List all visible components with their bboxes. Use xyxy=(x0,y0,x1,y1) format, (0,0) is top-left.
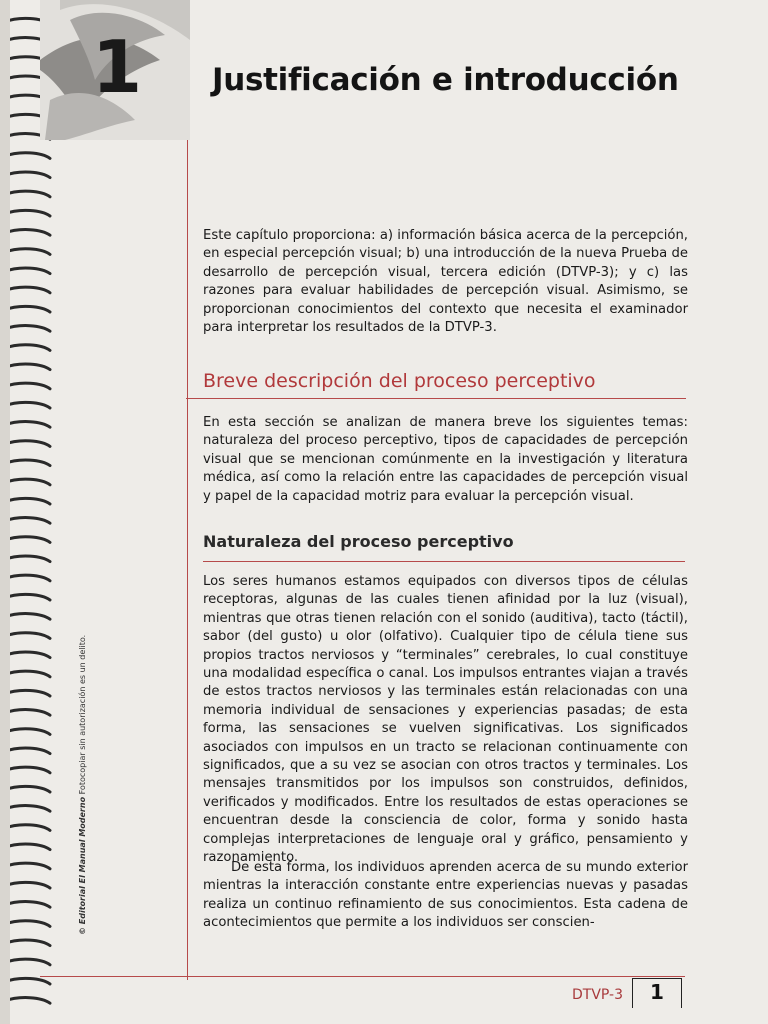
copyright-notice xyxy=(78,615,87,935)
spiral-coil xyxy=(4,633,50,639)
chapter-number: 1 xyxy=(92,25,143,109)
spiral-coil xyxy=(4,729,50,735)
footer-rule xyxy=(40,976,685,977)
subsection-heading: Naturaleza del proceso perceptivo xyxy=(203,532,514,551)
spiral-coil xyxy=(4,652,50,658)
copyright-text: Fotocopiar sin autorización es un delito. xyxy=(78,634,87,797)
spiral-coil xyxy=(4,191,50,197)
spiral-coil xyxy=(4,230,50,236)
footer-label: DTVP-3 xyxy=(572,987,624,1003)
spiral-coil xyxy=(4,710,50,716)
chapter-title: Justificación e introducción xyxy=(212,62,679,98)
spiral-coil xyxy=(4,364,50,370)
spiral-coil xyxy=(4,268,50,274)
spiral-coil xyxy=(4,959,50,965)
spiral-coil xyxy=(4,172,50,178)
spiral-coil xyxy=(4,614,50,620)
intro-paragraph: Este capítulo proporciona: a) información básica acerca de la percepción, en especial percepción visual; b) una introducción de la nueva Prueba de desarrollo de percepción visual, tercera edición (DTVP-3); y c) las razones para evaluar habilidades de percepción visual. Asimismo, se proporcionan conocimientos del contexto que necesita el examinador para interpretar los resultados de la DTVP-3. xyxy=(203,228,688,336)
section-rule xyxy=(186,398,686,399)
spiral-coil xyxy=(4,498,50,504)
spiral-coil xyxy=(4,594,50,600)
spiral-coil xyxy=(4,537,50,543)
spiral-coil xyxy=(4,978,50,984)
spiral-coil xyxy=(4,767,50,773)
spiral-coil xyxy=(4,326,50,332)
spiral-coil xyxy=(4,902,50,908)
spiral-coil xyxy=(4,441,50,447)
spiral-coil xyxy=(4,575,50,581)
spiral-coil xyxy=(4,690,50,696)
section-heading: Breve descripción del proceso perceptivo xyxy=(203,370,596,392)
spiral-coil xyxy=(4,345,50,351)
spiral-coil xyxy=(4,998,50,1004)
spiral-coil xyxy=(4,748,50,754)
spiral-coil xyxy=(4,422,50,428)
spiral-coil xyxy=(4,825,50,831)
spiral-coil xyxy=(4,844,50,850)
spiral-coil xyxy=(4,249,50,255)
subsection-paragraph: Los seres humanos estamos equipados con diversos tipos de células receptoras, algunas de las cuales tienen afinidad por la luz (visual), mientras que otras tienen relación con el sonido (auditiva), tacto (táctil), sabor (del gusto) u olor (olfativo). Cualquier tipo de célula tiene sus propios tractos nerviosos y “terminales” cerebrales, lo cual constituye una modalidad específica o canal. Los impulsos entrantes viajan a través de estos tractos nerviosos y las terminales están relacionadas con una memoria individual de sensaciones y experiencias pasadas; de esta forma, las sensaciones se vuelven significativas. Los significados asociados con impulsos en un tracto se relacionan continuamente con significados, que a su vez se asocian con otros tractos y terminales. Los mensajes transmitidos por los impulsos son construidos, definidos, verificados y modificados. Entre los resultados de estas operaciones se encuentran desde la consciencia de color, forma y sonido hasta complejas interpretaciones de lenguaje oral y gráfico, pensamiento y razonamiento. xyxy=(203,574,688,866)
spiral-coil xyxy=(4,921,50,927)
spiral-coil xyxy=(4,863,50,869)
spiral-binding-icon xyxy=(0,0,60,1024)
spiral-coil xyxy=(4,287,50,293)
spiral-coil xyxy=(4,556,50,562)
spiral-coil xyxy=(4,383,50,389)
spiral-coil xyxy=(4,940,50,946)
spiral-coil xyxy=(4,402,50,408)
margin-rule xyxy=(187,140,188,980)
spiral-coil xyxy=(4,210,50,216)
page-number: 1 xyxy=(650,980,664,1004)
spiral-coil xyxy=(4,882,50,888)
section-paragraph: En esta sección se analizan de manera breve los siguientes temas: naturaleza del proceso perceptivo, tipos de capacidades de percepción visual que se mencionan comúnmente en la investigación y literatura médica, así como la relación entre las capacidades de percepción visual y papel de la capacidad motriz para evaluar la percepción visual. xyxy=(203,415,688,504)
spiral-coil xyxy=(4,786,50,792)
spiral-coil xyxy=(4,460,50,466)
spiral-coil xyxy=(4,153,50,159)
subsection-paragraph-2: De esta forma, los individuos aprenden acerca de su mundo exterior mientras la interacción constante entre experiencias nuevas y pasadas realiza un continuo refinamiento de sus conocimientos. Esta cadena de acontecimientos que permite a los individuos ser conscien- xyxy=(203,860,688,931)
spiral-coil xyxy=(4,306,50,312)
subsection-rule xyxy=(203,561,685,562)
copyright-brand: © Editorial El Manual Moderno xyxy=(78,796,87,935)
spiral-coil xyxy=(4,518,50,524)
spiral-coil xyxy=(4,671,50,677)
spiral-coil xyxy=(4,479,50,485)
spiral-coil xyxy=(4,806,50,812)
